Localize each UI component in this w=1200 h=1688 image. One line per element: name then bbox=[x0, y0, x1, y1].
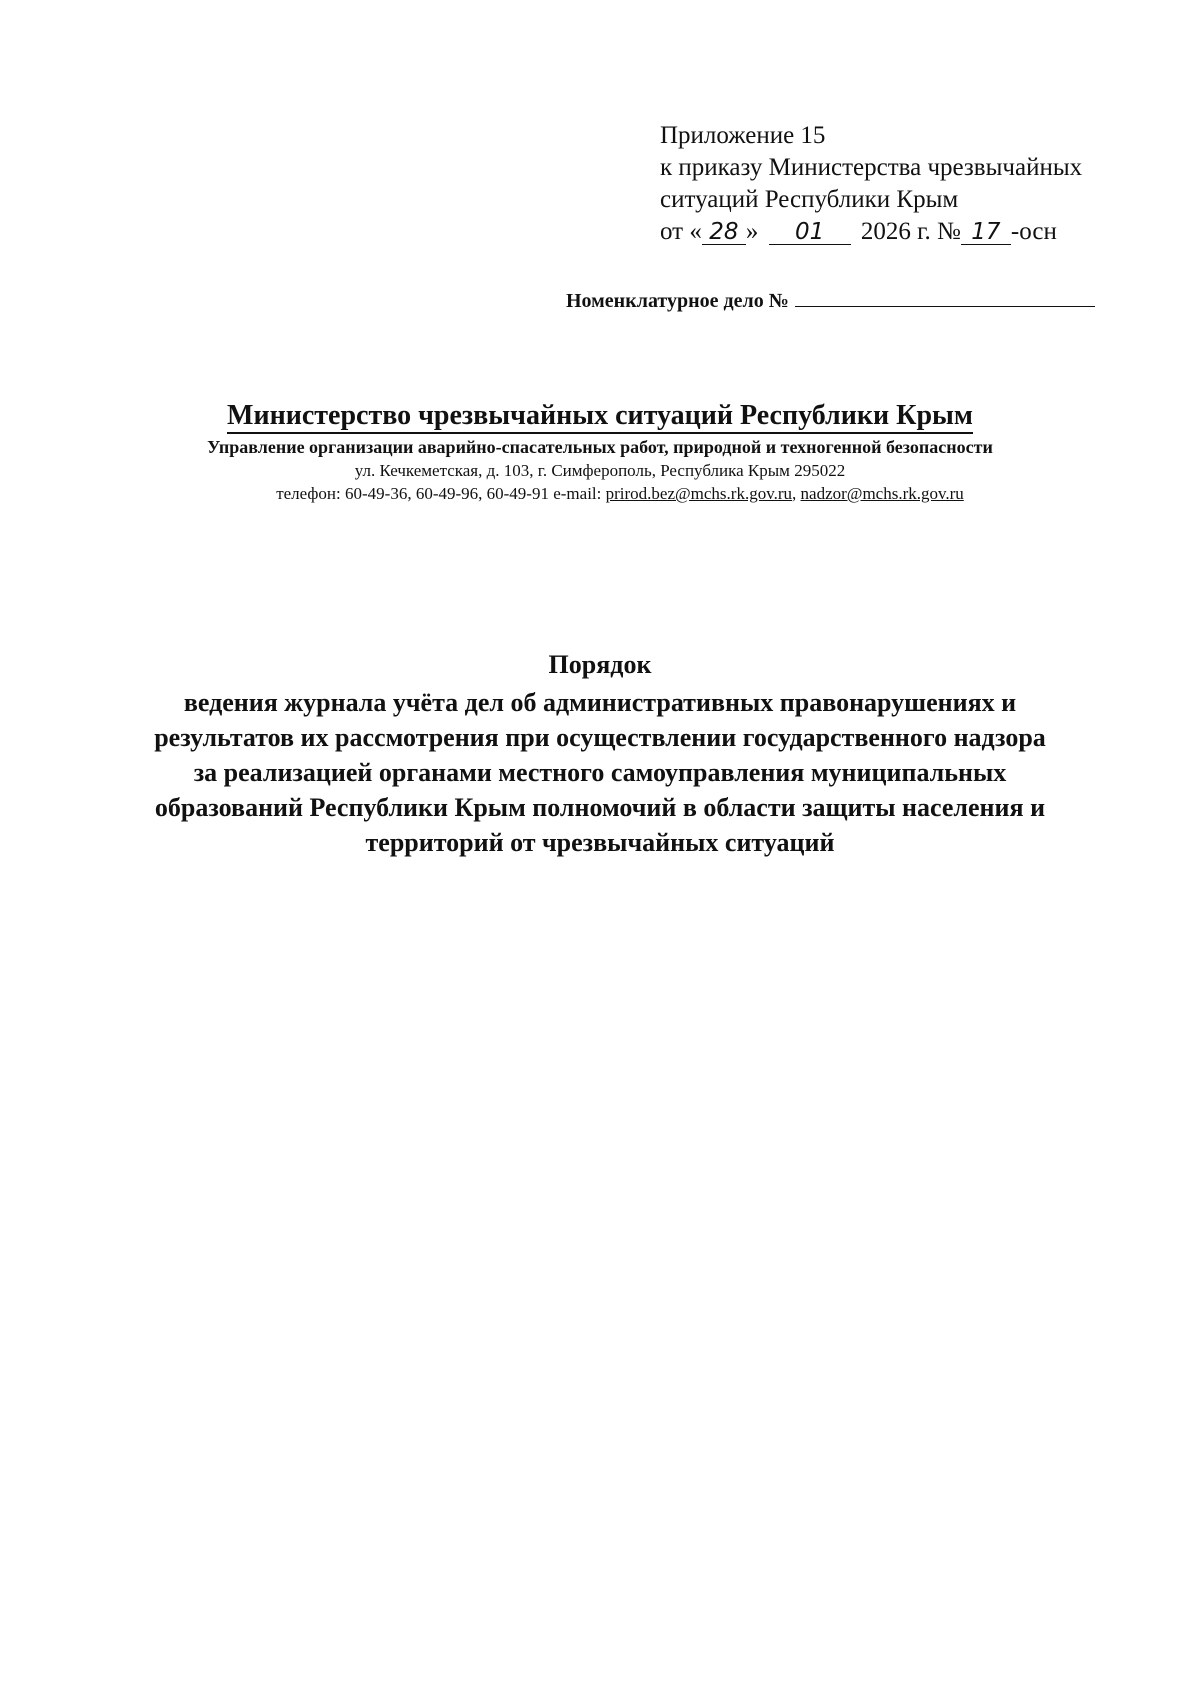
department-name: Управление организации аварийно-спасательных работ, природной и техногенной безопасности bbox=[207, 437, 993, 457]
appendix-title: Приложение 15 bbox=[660, 122, 826, 149]
document-title: Порядок bbox=[548, 650, 652, 679]
handwritten-day: 28 bbox=[702, 220, 746, 245]
organization-contacts bbox=[0, 484, 1200, 504]
subtitle-line: за реализацией органами местного самоуправления муниципальных bbox=[193, 758, 1007, 787]
appendix-order-ref-cont: ситуаций Республики Крым bbox=[660, 186, 959, 213]
organization-address: ул. Кечкеметская, д. 103, г. Симферополь, Республика Крым 295022 bbox=[354, 461, 846, 480]
order-number-suffix: -осн bbox=[1010, 218, 1057, 245]
date-year: 2026 г. № bbox=[860, 218, 961, 245]
appendix-date-line bbox=[660, 216, 1180, 248]
email-link-prirod[interactable]: prirod.bez@mchs.rk.gov.ru bbox=[605, 484, 793, 503]
organization-name: Министерство чрезвычайных ситуаций Республики Крым bbox=[0, 400, 1200, 432]
appendix-order-ref: к приказу Министерства чрезвычайных bbox=[660, 154, 1083, 181]
email-separator: , bbox=[792, 484, 801, 503]
date-prefix: от « bbox=[660, 218, 702, 245]
date-mid: » bbox=[745, 218, 759, 245]
subtitle-line: результатов их рассмотрения при осуществлении государственного надзора bbox=[154, 723, 1046, 752]
contacts-phones: телефон: 60-49-36, 60-49-96, 60-49-91 e-mail: bbox=[276, 484, 606, 503]
subtitle-line: образований Республики Крым полномочий в области защиты населения и bbox=[154, 793, 1046, 822]
appendix-block bbox=[660, 120, 1180, 248]
handwritten-month: 01 bbox=[769, 220, 851, 245]
nomenclature-label: Номенклатурное дело № bbox=[566, 290, 789, 312]
document-subtitle bbox=[130, 685, 1070, 860]
nomenclature-case bbox=[566, 288, 1166, 313]
subtitle-line: территорий от чрезвычайных ситуаций bbox=[365, 828, 835, 857]
handwritten-order-number: 17 bbox=[961, 220, 1011, 245]
nomenclature-blank-line bbox=[795, 288, 1095, 307]
email-link-nadzor[interactable]: nadzor@mchs.rk.gov.ru bbox=[800, 484, 964, 503]
subtitle-line: ведения журнала учёта дел об административных правонарушениях и bbox=[183, 688, 1017, 717]
